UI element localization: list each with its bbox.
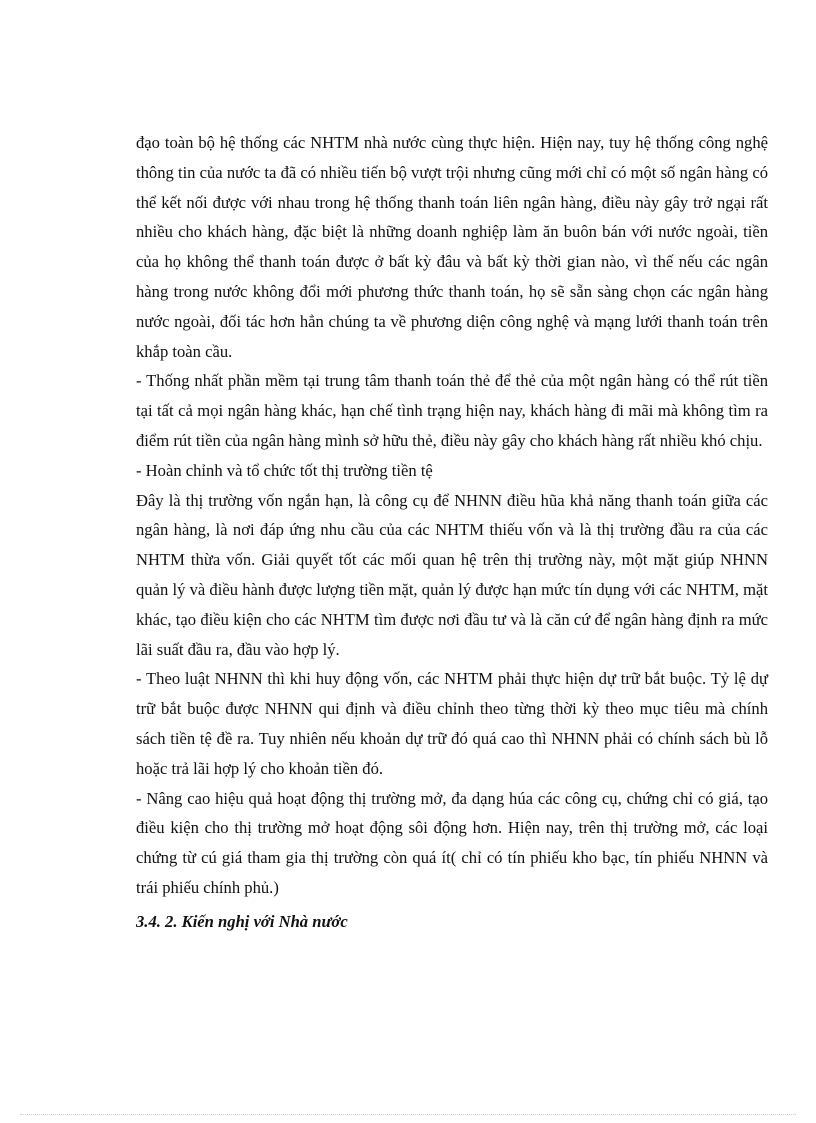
paragraph-3: - Hoàn chỉnh và tổ chức tốt thị trường tiền tệ [136, 460, 433, 480]
paragraph-2: - Thống nhất phần mềm tại trung tâm thanh toán thẻ để thẻ của một ngân hàng có thể rút tiền tại tất cả mọi ngân hàng khác, hạn chế tình trạng hiện nay, khách hàng đi mãi mà không tìm ra điểm rút tiền của ngân hàng mình sở hữu thẻ, điều này gây cho khách hàng rất nhiều khó chịu. [136, 371, 768, 450]
paragraph-6: - Nâng cao hiệu quả hoạt động thị trường mở, đa dạng húa các công cụ, chứng chỉ có giá, tạo điều kiện cho thị trường mở hoạt động sôi động hơn. Hiện nay, trên thị trường mở, các loại chứng từ cú giá tham gia thị trường còn quá ít( chỉ có tín phiếu kho bạc, tín phiếu NHNN và trái phiếu chính phủ.) [136, 788, 768, 897]
paragraph-5: - Theo luật NHNN thì khi huy động vốn, các NHTM phải thực hiện dự trữ bắt buộc. Tỷ lệ dự trữ bắt buộc được NHNN qui định và điều chỉnh theo từng thời kỳ theo mục tiêu mà chính sách tiền tệ đề ra. Tuy nhiên nếu khoản dự trữ đó quá cao thì NHNN phải có chính sách bù lỗ hoặc trả lãi hợp lý cho khoản tiền đó. [136, 669, 768, 778]
page-footer-divider [20, 1114, 796, 1115]
paragraph-4: Đây là thị trường vốn ngắn hạn, là công cụ để NHNN điều hũa khả năng thanh toán giữa các ngân hàng, là nơi đáp ứng nhu cầu của các NHTM thiếu vốn và là thị trường đầu ra của các NHTM thừa vốn. Giải quyết tốt các mối quan hệ trên thị trường này, một mặt giúp NHNN quản lý và điều hành được lượng tiền mặt, quản lý được hạn mức tín dụng với các NHTM, mặt khác, tạo điều kiện cho các NHTM tìm được nơi đầu tư và là căn cứ để ngân hàng định ra mức lãi suất đầu ra, đầu vào hợp lý. [136, 490, 768, 659]
paragraph-1: đạo toàn bộ hệ thống các NHTM nhà nước cùng thực hiện. Hiện nay, tuy hệ thống công nghệ thông tin của nước ta đã có nhiều tiến bộ vượt trội nhưng cũng mới chỉ có một số ngân hàng có thể kết nối được với nhau trong hệ thống thanh toán liên ngân hàng, điều này gây trở ngại rất nhiều cho khách hàng, đặc biệt là những doanh nghiệp làm ăn buôn bán với nước ngoài, tiền của họ không thể thanh toán được ở bất kỳ đâu và bất kỳ thời gian nào, vì thế nếu các ngân hàng trong nước không đổi mới phương thức thanh toán, họ sẽ sẵn sàng chọn các ngân hàng nước ngoài, đối tác hơn hẳn chúng ta về phương diện công nghệ và mạng lưới thanh toán trên khắp toàn cầu. [136, 133, 768, 361]
section-heading: 3.4. 2. Kiến nghị với Nhà nước [136, 911, 348, 931]
document-page [136, 128, 768, 937]
